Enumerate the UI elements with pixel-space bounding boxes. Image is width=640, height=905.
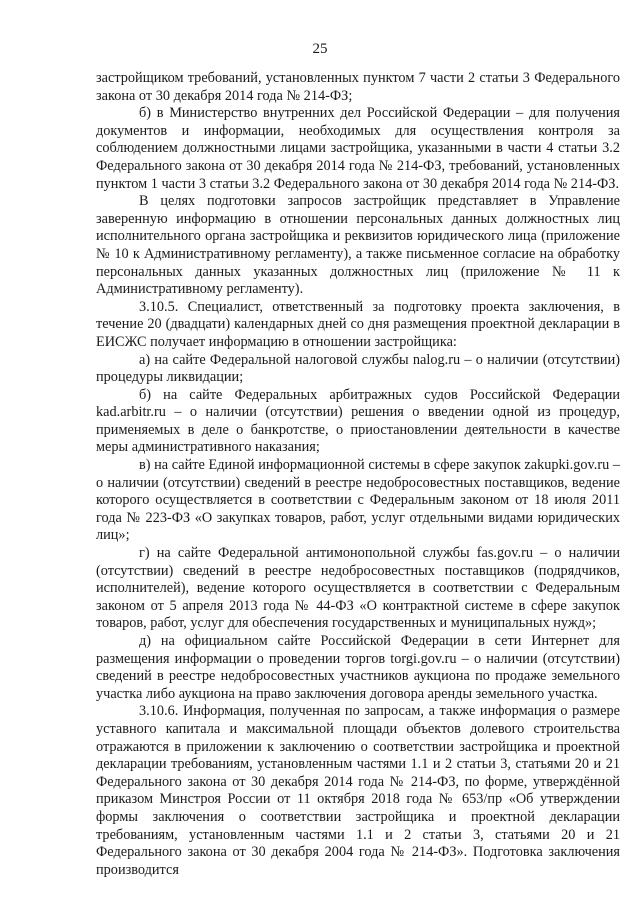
page-number: 25 — [312, 41, 328, 57]
paragraph: г) на сайте Федеральной антимонопольной службы fas.gov.ru – о наличии (отсутствии) сведений в реестре недобросовестных поставщиков (подрядчиков, исполнителей), ведение которого осуществляется в соответствии с Федеральным законом от 5 апреля 2013 года № 44-ФЗ «О контрактной системе в сфере закупок товаров, работ, услуг для обеспечения государственных и муниципальных нужд»; — [96, 545, 620, 632]
paragraph: 3.10.6. Информация, полученная по запросам, а также информация о размере уставного капитала и максимальной площади объектов долевого строительства отражаются в приложении к заключению о соответствии застройщика и проектной декларации требованиям, установленным частями 1.1 и 2 статьи 3, статьями 20 и 21 Федерального закона от 30 декабря 2014 года № 214-ФЗ, по форме, утверждённой приказом Минстроя России от 11 октября 2018 года № 653/пр «Об утверждении формы заключения о соответствии застройщика и проектной декларации требованиям, установленным частями 1.1 и 2 статьи 3, статьями 20 и 21 Федерального закона от 30 декабря 2004 года № 214-ФЗ». Подготовка заключения производится — [96, 703, 620, 878]
paragraph: а) на сайте Федеральной налоговой службы nalog.ru – о наличии (отсутствии) процедуры ликвидации; — [96, 351, 620, 386]
paragraph: б) в Министерство внутренних дел Российской Федерации – для получения документов и информации, необходимых для осуществления контроля за соблюдением должностными лицами застройщика, указанными в части 4 статьи 3.2 Федерального закона от 30 декабря 2014 года № 214-ФЗ, требований, установленных пунктом 1 части 3 статьи 3.2 Федерального закона от 30 декабря 2014 года № 214-ФЗ. — [96, 105, 620, 192]
paragraph: в) на сайте Единой информационной системы в сфере закупок zakupki.gov.ru – о наличии (отсутствии) сведений в реестре недобросовестных поставщиков, ведение которого осуществляется в соответствии с Федеральным законом от 18 июля 2011 года № 223-ФЗ «О закупках товаров, работ, услуг отдельными видами юридических лиц»; — [96, 457, 620, 544]
paragraph: 3.10.5. Специалист, ответственный за подготовку проекта заключения, в течение 20 (двадцати) календарных дней со дня размещения проектной декларации в ЕИСЖС получает информацию в отношении застройщика: — [96, 298, 620, 350]
paragraph: застройщиком требований, установленных пунктом 7 части 2 статьи 3 Федерального закона от 30 декабря 2014 года № 214-ФЗ; — [96, 70, 620, 104]
paragraph: д) на официальном сайте Российской Федерации в сети Интернет для размещения информации о проведении торгов torgi.gov.ru – о наличии (отсутствии) сведений в реестре недобросовестных участников аукциона по продаже земельного участка либо аукциона на право заключения договора аренды земельного участка. — [96, 633, 620, 702]
paragraph: б) на сайте Федеральных арбитражных судов Российской Федерации kad.arbitr.ru – о наличии (отсутствии) решения о введении одной из процедур, применяемых в деле о банкротстве, о приостановлении деятельности в качестве меры административного наказания; — [96, 386, 620, 456]
paragraph: В целях подготовки запросов застройщик представляет в Управление заверенную информацию в отношении персональных данных должностных лиц исполнительного органа застройщика и реквизитов юридического лица (приложение № 10 к Административному регламенту), а также письменное согласие на обработку персональных данных указанных должностных лиц (приложение № 11 к Административному регламенту). — [96, 193, 620, 298]
document-body — [96, 70, 620, 879]
